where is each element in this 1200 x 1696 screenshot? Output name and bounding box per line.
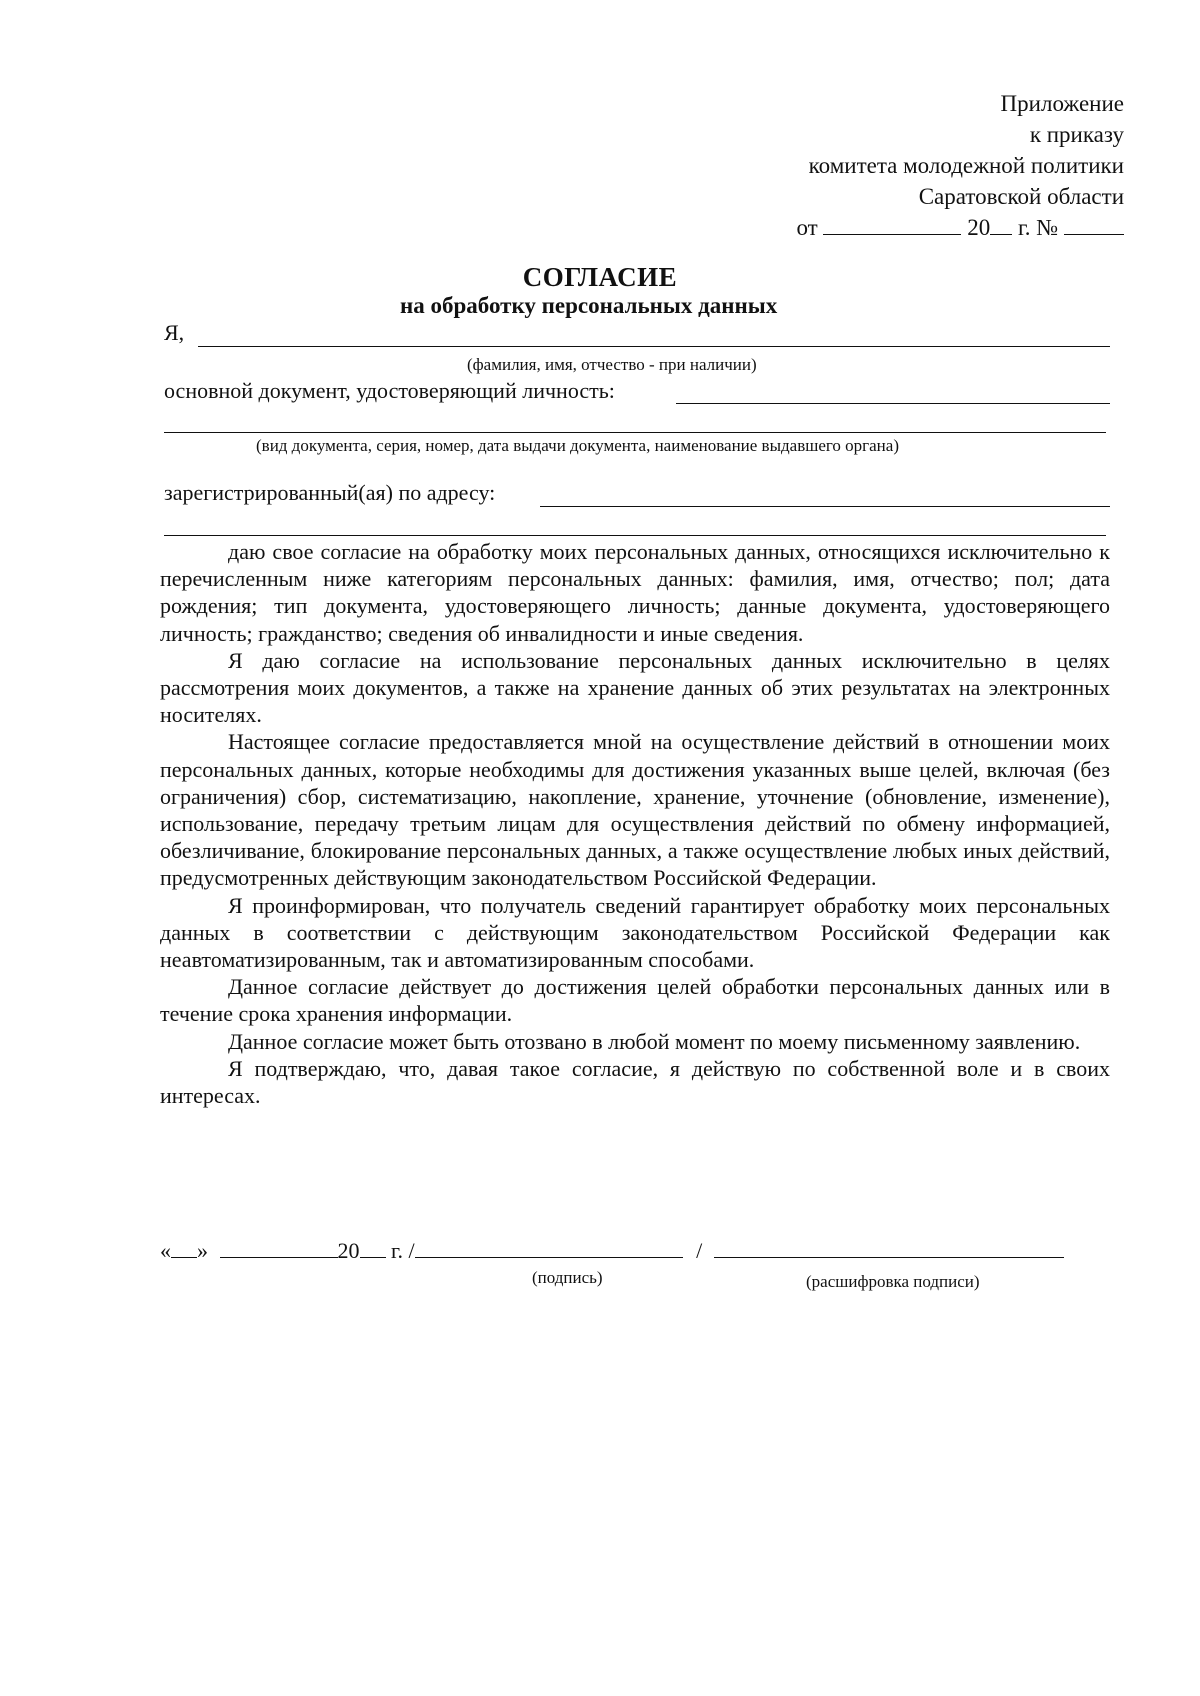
document-subtitle: на обработку персональных данных (400, 293, 778, 318)
paragraph-usage-purpose: Я даю согласие на использование персональных данных исключительно в целях рассмотрения моих документов, а также на хранение данных об этих результатах на электронных носителях. (160, 647, 1110, 728)
quote-close: » (197, 1238, 208, 1263)
order-number-blank[interactable] (1064, 214, 1124, 235)
month-blank[interactable] (220, 1239, 338, 1258)
appendix-header (796, 88, 1124, 243)
doc-field-continued[interactable] (164, 432, 1106, 433)
doc-field[interactable] (676, 403, 1110, 404)
signature-field[interactable] (415, 1239, 683, 1258)
paragraph-confirmation: Я подтверждаю, что, давая такое согласие, я действую по собственной воле и в своих интересах. (160, 1055, 1110, 1109)
appendix-label: Приложение (1000, 91, 1124, 116)
paragraph-actions-scope: Настоящее согласие предоставляется мной на осуществление действий в отношении моих персональных данных, которые необходимы для достижения указанных выше целей, включая (без ограничения) сбор, систематизацию, накопление, хранение, уточнение (обновление, изменение), использование, передачу третьим лицам для осуществления действий по обмену информацией, обезличивание, блокирование персональных данных, а также осуществление любых иных действий, предусмотренных действующим законодательством Российской Федерации. (160, 729, 1110, 891)
paragraph-consent-categories: даю свое согласие на обработку моих персональных данных, относящихся исключительно к перечисленным ниже категориям персональных данных: фамилия, имя, отчество; пол; дата рождения; тип документа, удостоверяющего личность; данные документа, удостоверяющего личность; гражданство; сведения об инвалидности и иные сведения. (160, 539, 1110, 646)
decode-field[interactable] (714, 1239, 1064, 1258)
order-date-blank[interactable] (823, 214, 961, 235)
document-title: СОГЛАСИЕ (522, 262, 678, 292)
region-name: Саратовской области (918, 184, 1124, 209)
order-date-line (796, 212, 1124, 243)
address-field[interactable] (540, 506, 1110, 507)
signature-row (160, 1238, 1064, 1264)
consent-body (160, 538, 1110, 1109)
sig-slash: / (696, 1238, 703, 1263)
decode-caption: (расшифровка подписи) (806, 1272, 980, 1291)
day-blank[interactable] (171, 1239, 197, 1258)
doc-caption: (вид документа, серия, номер, дата выдачи документа, наименование выдавшего органа) (256, 436, 899, 455)
fio-caption: (фамилия, имя, отчество - при наличии) (467, 355, 757, 374)
paragraph-revocation: Данное согласие может быть отозвано в любой момент по моему письменному заявлению. (228, 1028, 1081, 1054)
date-year: 20 (967, 215, 991, 240)
sig-year-suffix: г. / (391, 1238, 415, 1263)
address-field-continued[interactable] (164, 535, 1106, 536)
fio-field[interactable] (198, 346, 1110, 347)
i-label: Я, (164, 320, 185, 345)
committee-name: комитета молодежной политики (808, 153, 1124, 178)
order-reference: к приказу (1029, 122, 1124, 147)
quote-open: « (160, 1238, 171, 1263)
address-label: зарегистрированный(ая) по адресу: (164, 480, 496, 505)
signature-caption: (подпись) (532, 1268, 603, 1287)
date-suffix: г. № (1017, 215, 1059, 240)
sig-year: 20 (337, 1238, 360, 1263)
paragraph-informed: Я проинформирован, что получатель сведений гарантирует обработку моих персональных данных в соответствии с действующим законодательством Российской Федерации как неавтоматизированным, так и автоматизированным способами. (160, 892, 1110, 973)
date-prefix: от (796, 215, 818, 240)
doc-label: основной документ, удостоверяющий личность: (164, 378, 615, 403)
paragraph-validity: Данное согласие действует до достижения целей обработки персональных данных или в течение срока хранения информации. (160, 974, 1110, 1027)
order-year-blank[interactable] (990, 214, 1012, 235)
sig-year-blank[interactable] (360, 1239, 386, 1258)
